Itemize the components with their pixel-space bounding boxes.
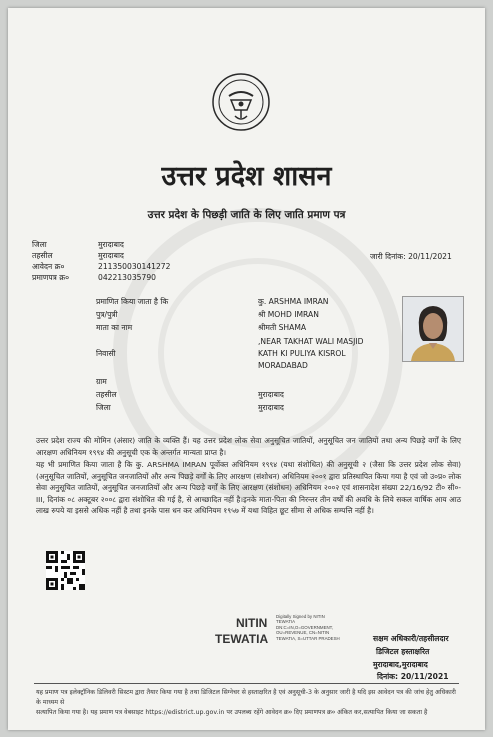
- detail-district-value: मुरादाबाद: [258, 403, 284, 412]
- signature-place: मुरादाबाद,मुरादाबाद: [373, 660, 428, 669]
- residence-label: निवासी: [96, 349, 116, 358]
- father-name: श्री MOHD IMRAN: [258, 310, 319, 319]
- eligibility-statement: यह भी प्रमाणित किया जाता है कि कु. ARSHMA IMRAN पूर्वोक्त अधिनियम १९९४ (यथा संशोधित) की अनुसूची २ (जैसा कि उत्तर प्रदेश लोक सेवा)(अनुसूचित जातियों, अनुसूचित जनजातियों और अन्य पिछड़े वर्गों के लिए आरक्षण (संशोधन) अधिनियम २००१ द्वारा प्रतिस्थापित किया गया है एवं जो उ०प्र० लोक सेवा अनुसूचित जातियों, अनुसूचित जनजातियों और अन्य पिछड़े वर्गों के लिए आरक्षण (संशोधन) अधिनियम २००२ एवं शासनादेश संख्या 22/16/92 टी० सी०-III, दिनांक ०८ अक्टूबर २००८ द्वारा संशोधित की गई है, से आच्छादित नहीं है।इनके माता-पिता की निरन्तर तीन वर्षों की अवधि के लिये सकल वार्षिक आय आठ लाख रुपये या इससे अधिक नहीं है तथा इनके पास धन कर अधिनियम १९५७ में यथा विहित छूट सीमा से अधिक सम्पत्ति नहीं है।: [36, 460, 462, 516]
- digital-signature-details: Digitally Signed by NITIN TEWATIA DN:C=IN,O=GOVERNMENT, OU=REVENUE, CN=NITIN TEWATIA, S=UTTAR PRADESH: [276, 614, 340, 641]
- footer-divider: [34, 683, 459, 684]
- certificate-subtitle: उत्तर प्रदेश के पिछड़ी जाति के लिए जाति प्रमाण पत्र: [147, 209, 346, 221]
- up-government-emblem-icon: [211, 72, 271, 132]
- authority-title: सक्षम अधिकारी/तहसीलदार: [373, 634, 449, 643]
- detail-tehsil-value: मुरादाबाद: [258, 390, 284, 399]
- digital-signer-surname: TEWATIA: [215, 632, 269, 646]
- footer-line-1: यह प्रमाण पत्र इलेक्ट्रॉनिक डिलिवरी सिस्टम द्वारा तैयार किया गया है तथा डिजिटल सिग्नेचर से हस्ताक्षरित है एवं अनुसूची-3 के अनुसार जारी है यदि इस आवेदन पत्र की जांच हेतु अधिकारी के माध्यम से: [36, 689, 456, 706]
- certify-intro: प्रमाणित किया जाता है कि: [96, 297, 169, 306]
- detail-district-label: जिला: [96, 403, 111, 412]
- mother-name: श्रीमती SHAMA: [258, 323, 307, 332]
- tehsil-value: मुरादाबाद: [98, 251, 124, 260]
- footer-line-2: सत्यापित किया गया है। यह प्रमाण पत्र वेबसाइट https://edistrict.up.gov.in पर उपलब्ध रहेंगे आवेदन क्र० दिए प्रमाणपत्र क्र० अंकित कर,सत्यापित किया जा सकता है: [36, 709, 428, 716]
- father-label: पुत्र/पुत्री: [96, 310, 118, 319]
- detail-tehsil-label: तहसील: [96, 390, 117, 399]
- district-value: मुरादाबाद: [98, 240, 124, 249]
- page-title: उत्तर प्रदेश शासन: [161, 161, 332, 192]
- district-label: जिला: [32, 240, 47, 249]
- signature-type: डिजिटल हस्ताक्षरित: [376, 647, 430, 656]
- applicant-name: कु. ARSHMA IMRAN: [258, 297, 329, 306]
- address-line-2: KATH KI PULIYA KISROL: [258, 349, 346, 358]
- certificate-number: 042213035790: [98, 273, 156, 282]
- caste-statement: उत्तर प्रदेश राज्य की मोमिन (अंसार) जाति के व्यक्ति हैं। यह उत्तर प्रदेश लोक सेवा अनुसूचित जातियों, अनुसूचित जन जातियों तथा अन्य पिछड़े वर्गों के लिए आरक्षण अधिनियम १९९४ की अनुसूची एक के अन्तर्गत मान्यता प्राप्त है।: [36, 436, 461, 457]
- signature-date: दिनांक: 20/11/2021: [377, 672, 449, 681]
- digital-signer-name: NITIN: [236, 616, 268, 630]
- village-label: ग्राम: [96, 377, 107, 386]
- address-line-1: ,NEAR TAKHAT WALI MASJID: [258, 337, 364, 346]
- footer-note: [36, 688, 456, 718]
- address-line-3: MORADABAD: [258, 361, 308, 370]
- application-number: 211350030141272: [98, 262, 171, 271]
- certificate-number-label: प्रमाणपत्र क्र०: [32, 273, 70, 282]
- tehsil-label: तहसील: [32, 251, 53, 260]
- issue-date: जारी दिनांक: 20/11/2021: [370, 252, 452, 261]
- qr-code[interactable]: [46, 551, 85, 590]
- applicant-photo: [402, 296, 464, 362]
- certificate-sheet: [8, 8, 485, 730]
- mother-label: माता का नाम: [96, 323, 133, 332]
- application-label: आवेदन क्र०: [32, 262, 65, 271]
